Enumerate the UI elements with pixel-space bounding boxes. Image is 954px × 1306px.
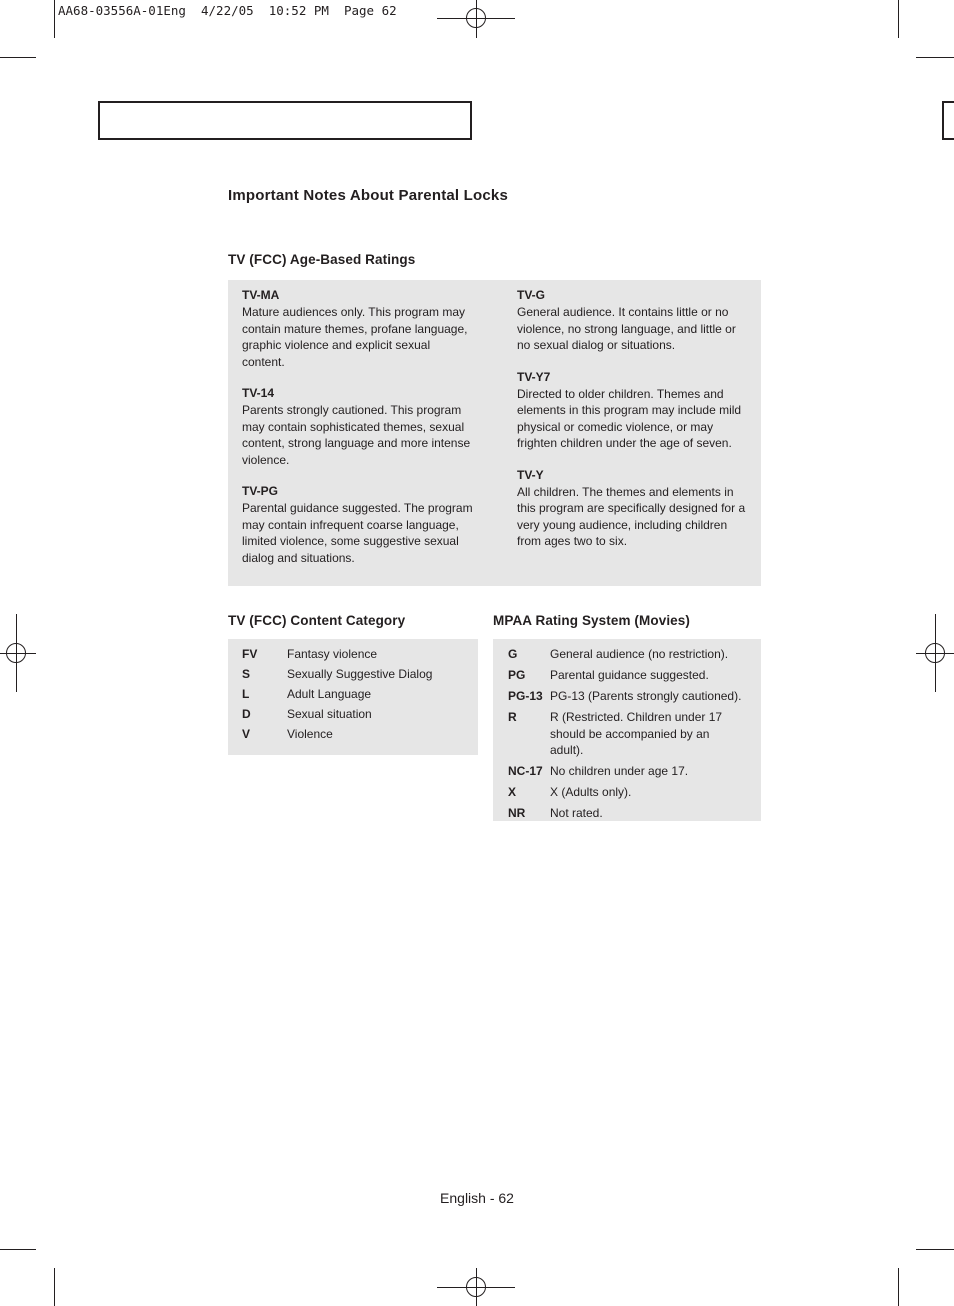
content-category-row — [242, 686, 472, 703]
category-code: FV — [242, 647, 258, 661]
mpaa-description: No children under age 17. — [550, 764, 689, 778]
category-code: V — [242, 726, 251, 741]
age-ratings-left-column — [242, 287, 474, 581]
crop-mark — [916, 1249, 954, 1250]
page-title: Important Notes About Parental Locks — [228, 187, 509, 204]
mpaa-row — [508, 805, 758, 822]
crop-mark — [916, 57, 954, 58]
header-frame — [98, 101, 472, 140]
mpaa-row — [508, 667, 758, 684]
mpaa-row — [508, 784, 758, 801]
mpaa-description: Not rated. — [550, 806, 603, 820]
content-category-row — [242, 706, 472, 723]
category-description: Violence — [287, 726, 333, 741]
mpaa-description: PG-13 (Parents strongly cautioned). — [550, 689, 742, 703]
rating-description: General audience. It contains little or no violence, no strong language, and little or no sexual dialog or situations. — [517, 305, 736, 352]
category-code: S — [242, 666, 251, 681]
content-category-heading: TV (FCC) Content Category — [228, 613, 406, 628]
content-category-panel — [228, 639, 478, 755]
crop-mark — [54, 0, 55, 38]
rating-description: Parents strongly cautioned. This program may contain sophisticated themes, sexual content, strong language and more intense violence. — [242, 403, 471, 467]
mpaa-description: R (Restricted. Children under 17 should be accompanied by an adult). — [550, 710, 723, 757]
rating-entry — [517, 369, 751, 452]
registration-mark-bottom — [466, 1277, 486, 1297]
mpaa-row — [508, 763, 758, 780]
mpaa-panel — [493, 639, 761, 821]
age-ratings-panel — [228, 280, 761, 586]
rating-entry — [517, 287, 751, 354]
rating-description: Mature audiences only. This program may contain mature themes, profane language, graphic violence and explicit sexual content. — [242, 305, 468, 369]
registration-mark-left — [6, 643, 26, 663]
rating-description: Parental guidance suggested. The program may contain infrequent coarse language, limited violence, some suggestive sexual dialog and situations. — [242, 501, 473, 565]
rating-entry — [242, 483, 474, 566]
mpaa-code: PG — [508, 668, 526, 682]
category-description: Fantasy violence — [287, 647, 378, 661]
rating-entry — [517, 467, 751, 550]
mpaa-row — [508, 646, 758, 663]
content-category-row — [242, 666, 472, 683]
mpaa-code: PG-13 — [508, 689, 543, 703]
rating-code: TV-PG — [242, 484, 279, 498]
crop-mark — [898, 0, 899, 38]
print-slug: AA68-03556A-01Eng 4/22/05 10:52 PM Page 62 — [58, 3, 397, 18]
rating-code: TV-Y — [517, 467, 544, 482]
mpaa-heading: MPAA Rating System (Movies) — [493, 613, 690, 628]
rating-code: TV-MA — [242, 288, 280, 302]
registration-mark-top — [466, 8, 486, 28]
mpaa-code: R — [508, 710, 517, 724]
age-ratings-right-column — [517, 287, 751, 565]
category-description: Sexually Suggestive Dialog — [287, 666, 433, 681]
rating-code: TV-14 — [242, 386, 275, 400]
mpaa-description: General audience (no restriction). — [550, 647, 729, 661]
rating-entry — [242, 287, 474, 370]
registration-mark-right — [925, 643, 945, 663]
mpaa-row — [508, 709, 758, 759]
rating-code: TV-G — [517, 288, 546, 302]
rating-code: TV-Y7 — [517, 369, 551, 384]
mpaa-description: Parental guidance suggested. — [550, 668, 709, 682]
side-tab-marker — [942, 101, 954, 140]
rating-entry — [242, 385, 474, 468]
mpaa-description: X (Adults only). — [550, 785, 632, 799]
crop-mark — [0, 57, 36, 58]
content-category-row — [242, 646, 472, 663]
crop-mark — [0, 1249, 36, 1250]
category-description: Sexual situation — [287, 706, 372, 721]
mpaa-code: NC-17 — [508, 764, 543, 778]
mpaa-code: X — [508, 785, 517, 799]
crop-mark — [54, 1268, 55, 1306]
age-ratings-heading: TV (FCC) Age-Based Ratings — [228, 252, 416, 267]
category-code: L — [242, 686, 250, 701]
category-description: Adult Language — [287, 686, 372, 701]
mpaa-row — [508, 688, 758, 705]
category-code: D — [242, 706, 251, 721]
rating-description: All children. The themes and elements in this program are specifically designed for a very young audience, including children from ages two to six. — [517, 484, 746, 548]
rating-description: Directed to older children. Themes and elements in this program may include mild physical or comedic violence, or may frighten children under the age of seven. — [517, 386, 742, 450]
mpaa-code: NR — [508, 806, 526, 820]
page-number: English - 62 — [440, 1190, 514, 1206]
mpaa-code: G — [508, 647, 518, 661]
content-category-row — [242, 726, 472, 743]
crop-mark — [898, 1268, 899, 1306]
